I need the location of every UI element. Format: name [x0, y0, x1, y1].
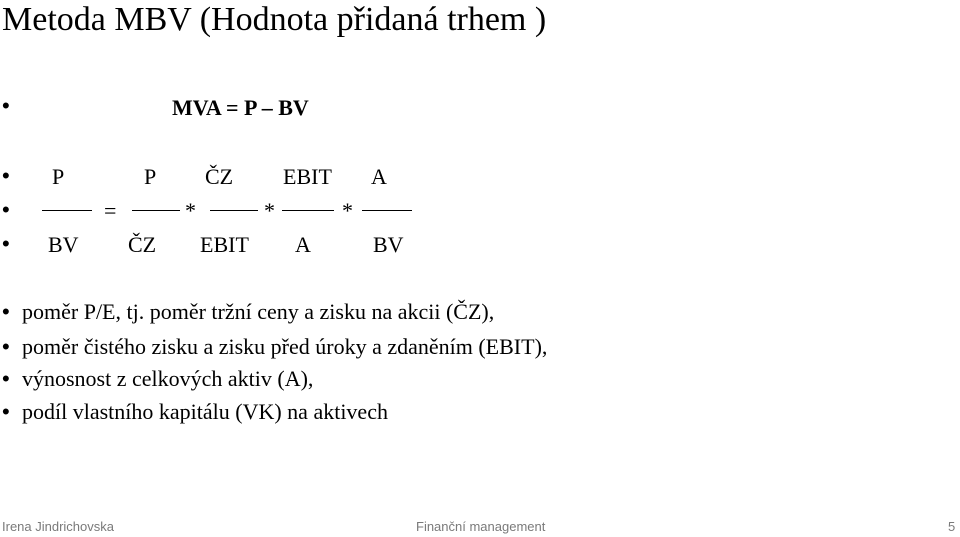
bullet-icon: •	[2, 366, 10, 391]
bullet-icon: •	[2, 197, 10, 222]
denominator-1: BV	[48, 232, 79, 257]
operator-multiply-2: *	[264, 198, 275, 223]
footer-course: Finanční management	[416, 519, 546, 534]
fraction-bar-3	[210, 210, 258, 211]
bullet-icon: •	[2, 231, 10, 256]
list-item: výnosnost z celkových aktiv (A),	[22, 366, 314, 391]
denominator-4: A	[295, 232, 311, 257]
bullet-icon: •	[2, 299, 10, 324]
numerator-4: EBIT	[283, 164, 332, 189]
footer-author: Irena Jindrichovska	[2, 519, 114, 534]
list-item: poměr čistého zisku a zisku před úroky a zdaněním (EBIT),	[22, 334, 548, 359]
bullet-icon: •	[2, 93, 10, 118]
fraction-bar-4	[282, 210, 334, 211]
bullet-icon: •	[2, 163, 10, 188]
denominator-3: EBIT	[200, 232, 249, 257]
list-item: poměr P/E, tj. poměr tržní ceny a zisku na akcii (ČZ),	[22, 299, 495, 324]
slide-title: Metoda MBV (Hodnota přidaná trhem )	[2, 1, 547, 38]
numerator-5: A	[371, 164, 387, 189]
numerator-1: P	[52, 164, 65, 189]
list-item: podíl vlastního kapitálu (VK) na aktivech	[22, 399, 388, 424]
fraction-bar-5	[362, 210, 412, 211]
numerator-2: P	[144, 164, 157, 189]
operator-multiply-3: *	[342, 198, 353, 223]
page-number: 5	[948, 519, 956, 534]
denominator-5: BV	[373, 232, 404, 257]
fraction-bar-2	[132, 210, 180, 211]
operator-equals: =	[104, 198, 117, 223]
bullet-icon: •	[2, 334, 10, 359]
denominator-2: ČZ	[128, 232, 157, 257]
formula: MVA = P – BV	[172, 95, 309, 120]
fraction-bar-1	[42, 210, 92, 211]
numerator-3: ČZ	[205, 164, 234, 189]
operator-multiply-1: *	[185, 198, 196, 223]
bullet-icon: •	[2, 399, 10, 424]
